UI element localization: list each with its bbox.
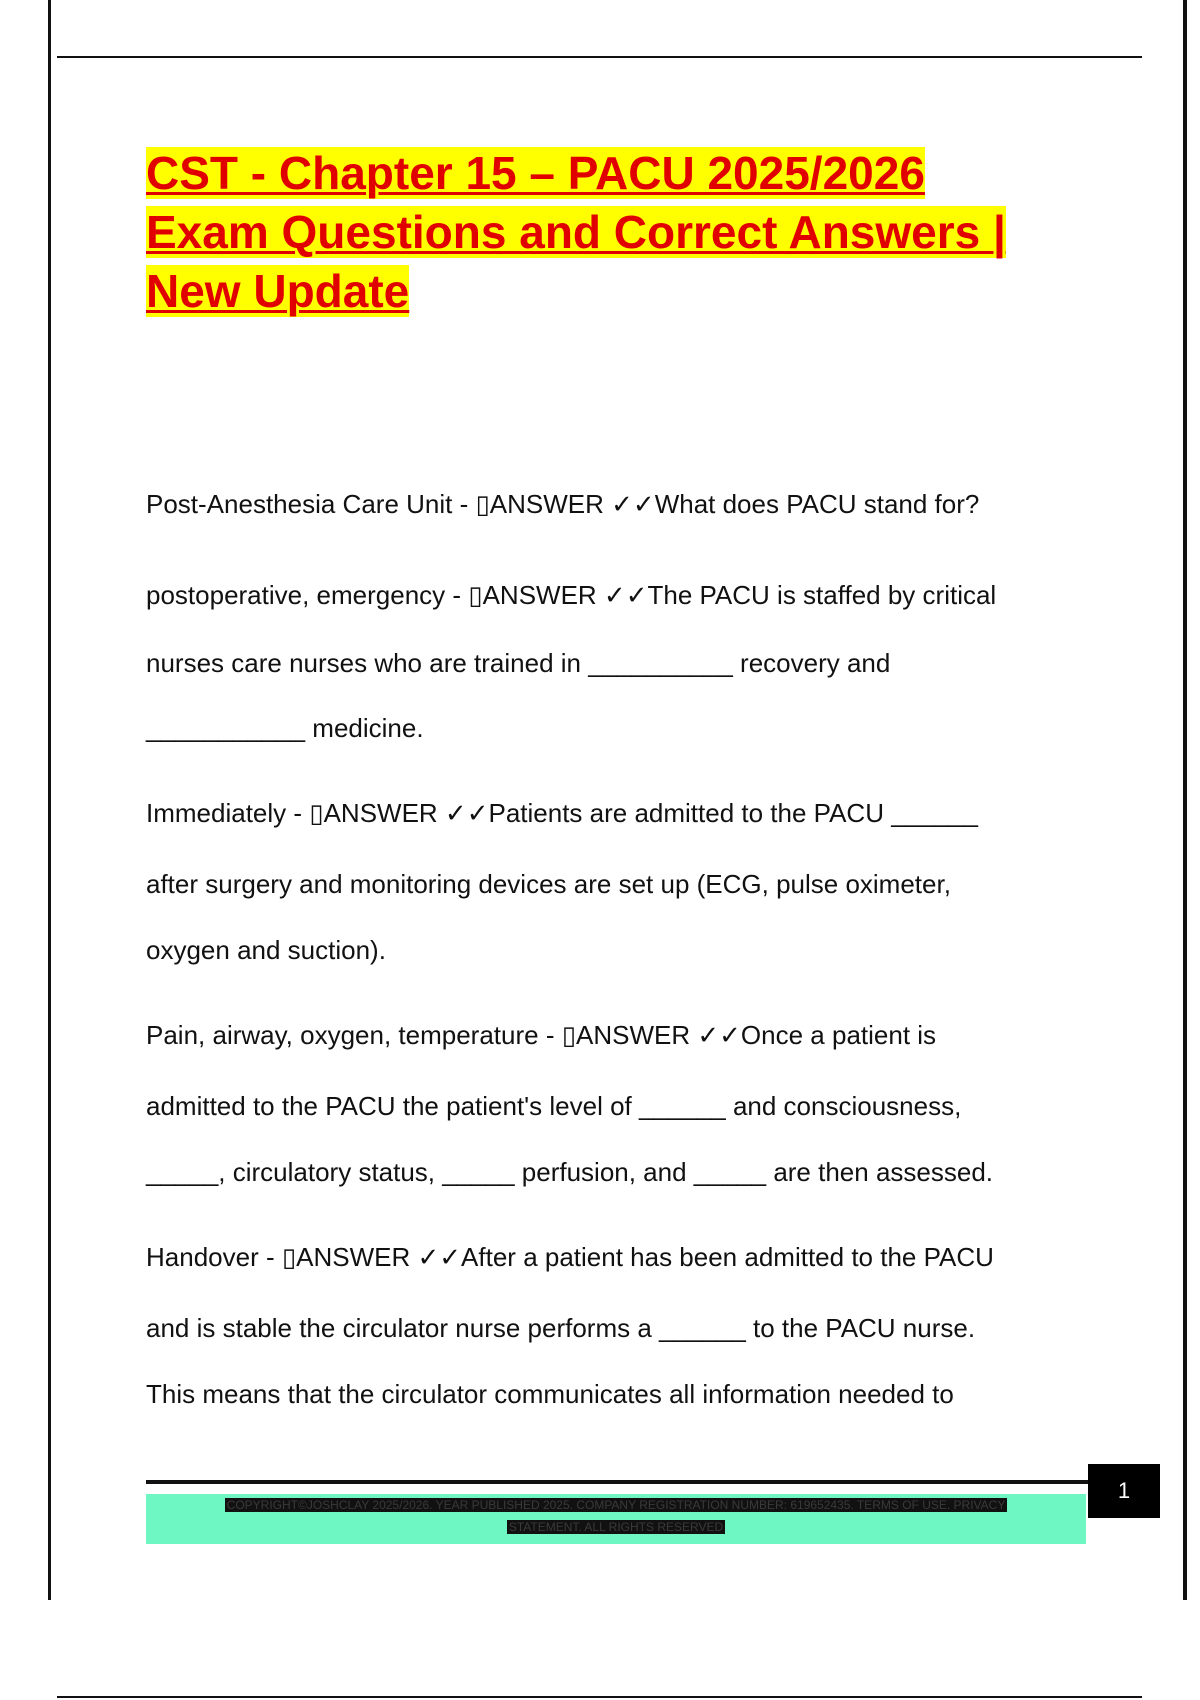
footer-rule (146, 1480, 1088, 1484)
copyright-footer (146, 1494, 1086, 1544)
qa-line: oxygen and suction). (146, 935, 386, 965)
qa-line: Handover - ▯ANSWER ✓✓After a patient has been admitted to the PACU (146, 1242, 994, 1272)
page-border-left (48, 0, 51, 1600)
qa-line: Pain, airway, oxygen, temperature - ▯ANSWER ✓✓Once a patient is (146, 1020, 937, 1050)
document-title (146, 144, 1106, 321)
copyright-line-1: COPYRIGHT©JOSHCLAY 2025/2026. YEAR PUBLISHED 2025. COMPANY REGISTRATION NUMBER: 619652435. TERMS OF USE. PRIVACY (226, 1498, 1006, 1512)
qa-line: nurses care nurses who are trained in __________ recovery and (146, 648, 891, 678)
page-border-right (1183, 0, 1187, 1600)
qa-line: Immediately - ▯ANSWER ✓✓Patients are admitted to the PACU ______ (146, 798, 978, 828)
qa-line: admitted to the PACU the patient's level of ______ and consciousness, (146, 1091, 962, 1121)
qa-line: _____, circulatory status, _____ perfusion, and _____ are then assessed. (146, 1157, 994, 1187)
qa-line: ___________ medicine. (146, 713, 424, 743)
bottom-rule (57, 1696, 1142, 1698)
copyright-line-2: STATEMENT. ALL RIGHTS RESERVED (508, 1520, 724, 1534)
header-rule (57, 56, 1142, 58)
title-line-2: Exam Questions and Correct Answers | (146, 206, 1006, 258)
qa-line: and is stable the circulator nurse performs a ______ to the PACU nurse. (146, 1313, 976, 1343)
title-line-1: CST - Chapter 15 – PACU 2025/2026 (146, 147, 925, 199)
page-number: 1 (1088, 1464, 1160, 1518)
qa-line: This means that the circulator communicates all information needed to (146, 1379, 954, 1409)
qa-line: after surgery and monitoring devices are set up (ECG, pulse oximeter, (146, 869, 951, 899)
qa-line: Post-Anesthesia Care Unit - ▯ANSWER ✓✓What does PACU stand for? (146, 489, 980, 519)
title-line-3: New Update (146, 265, 410, 317)
qa-line: postoperative, emergency - ▯ANSWER ✓✓The PACU is staffed by critical (146, 580, 997, 610)
